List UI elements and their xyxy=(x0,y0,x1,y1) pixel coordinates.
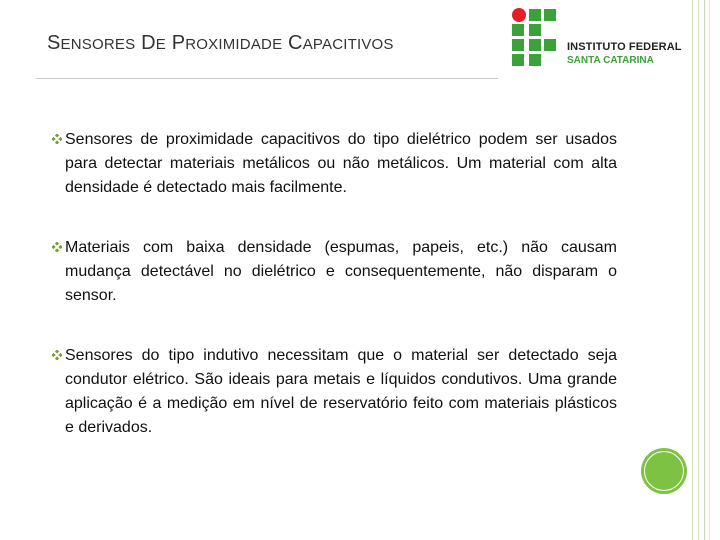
decorative-green-circle xyxy=(641,448,687,494)
logo-square-icon xyxy=(512,24,524,36)
institution-logo xyxy=(512,8,688,68)
diamond-cluster-icon xyxy=(52,350,62,360)
logo-line-2: SANTA CATARINA xyxy=(567,55,654,66)
logo-line-1: INSTITUTO FEDERAL xyxy=(567,41,682,53)
bullet-text: Materiais com baixa densidade (espumas, papeis, etc.) não causam mudança detectável no dielétrico e consequentemente, não disparam o sensor. xyxy=(65,239,617,304)
list-item xyxy=(52,128,617,200)
list-item xyxy=(52,236,617,308)
logo-square-icon xyxy=(544,9,556,21)
bullet-list xyxy=(52,128,617,476)
logo-square-icon xyxy=(512,54,524,66)
logo-square-icon xyxy=(512,39,524,51)
decorative-rule xyxy=(692,0,693,540)
title-rest: APACITIVOS xyxy=(302,36,394,53)
decorative-rule xyxy=(704,0,705,540)
list-item xyxy=(52,344,617,440)
decorative-side-bar xyxy=(709,0,719,540)
logo-square-icon xyxy=(544,39,556,51)
title-divider xyxy=(36,78,498,79)
diamond-cluster-icon xyxy=(52,242,62,252)
bullet-text: Sensores de proximidade capacitivos do tipo dielétrico podem ser usados para detectar materiais metálicos ou não metálicos. Um material com alta densidade é detectado mais facilmente. xyxy=(65,131,617,196)
bullet-text: Sensores do tipo indutivo necessitam que o material ser detectado seja condutor elétrico. São ideais para metais e líquidos condutivos. Uma grande aplicação é a medição em nível de reservatório feito com materiais plásticos e derivados. xyxy=(65,347,617,436)
title-rest: ROXIMIDADE xyxy=(185,36,283,53)
title-initial: D xyxy=(141,32,156,54)
decorative-rule xyxy=(698,0,699,540)
title-initial: P xyxy=(171,32,186,54)
diamond-cluster-icon xyxy=(52,134,62,144)
page-title xyxy=(47,32,394,55)
logo-square-icon xyxy=(529,24,541,36)
logo-red-dot-icon xyxy=(512,8,526,22)
title-rest: E xyxy=(155,36,166,53)
title-initial: C xyxy=(288,32,303,54)
title-rest: ENSORES xyxy=(60,36,136,53)
logo-square-icon xyxy=(529,39,541,51)
logo-square-icon xyxy=(529,54,541,66)
title-initial: S xyxy=(47,32,61,54)
logo-square-icon xyxy=(529,9,541,21)
